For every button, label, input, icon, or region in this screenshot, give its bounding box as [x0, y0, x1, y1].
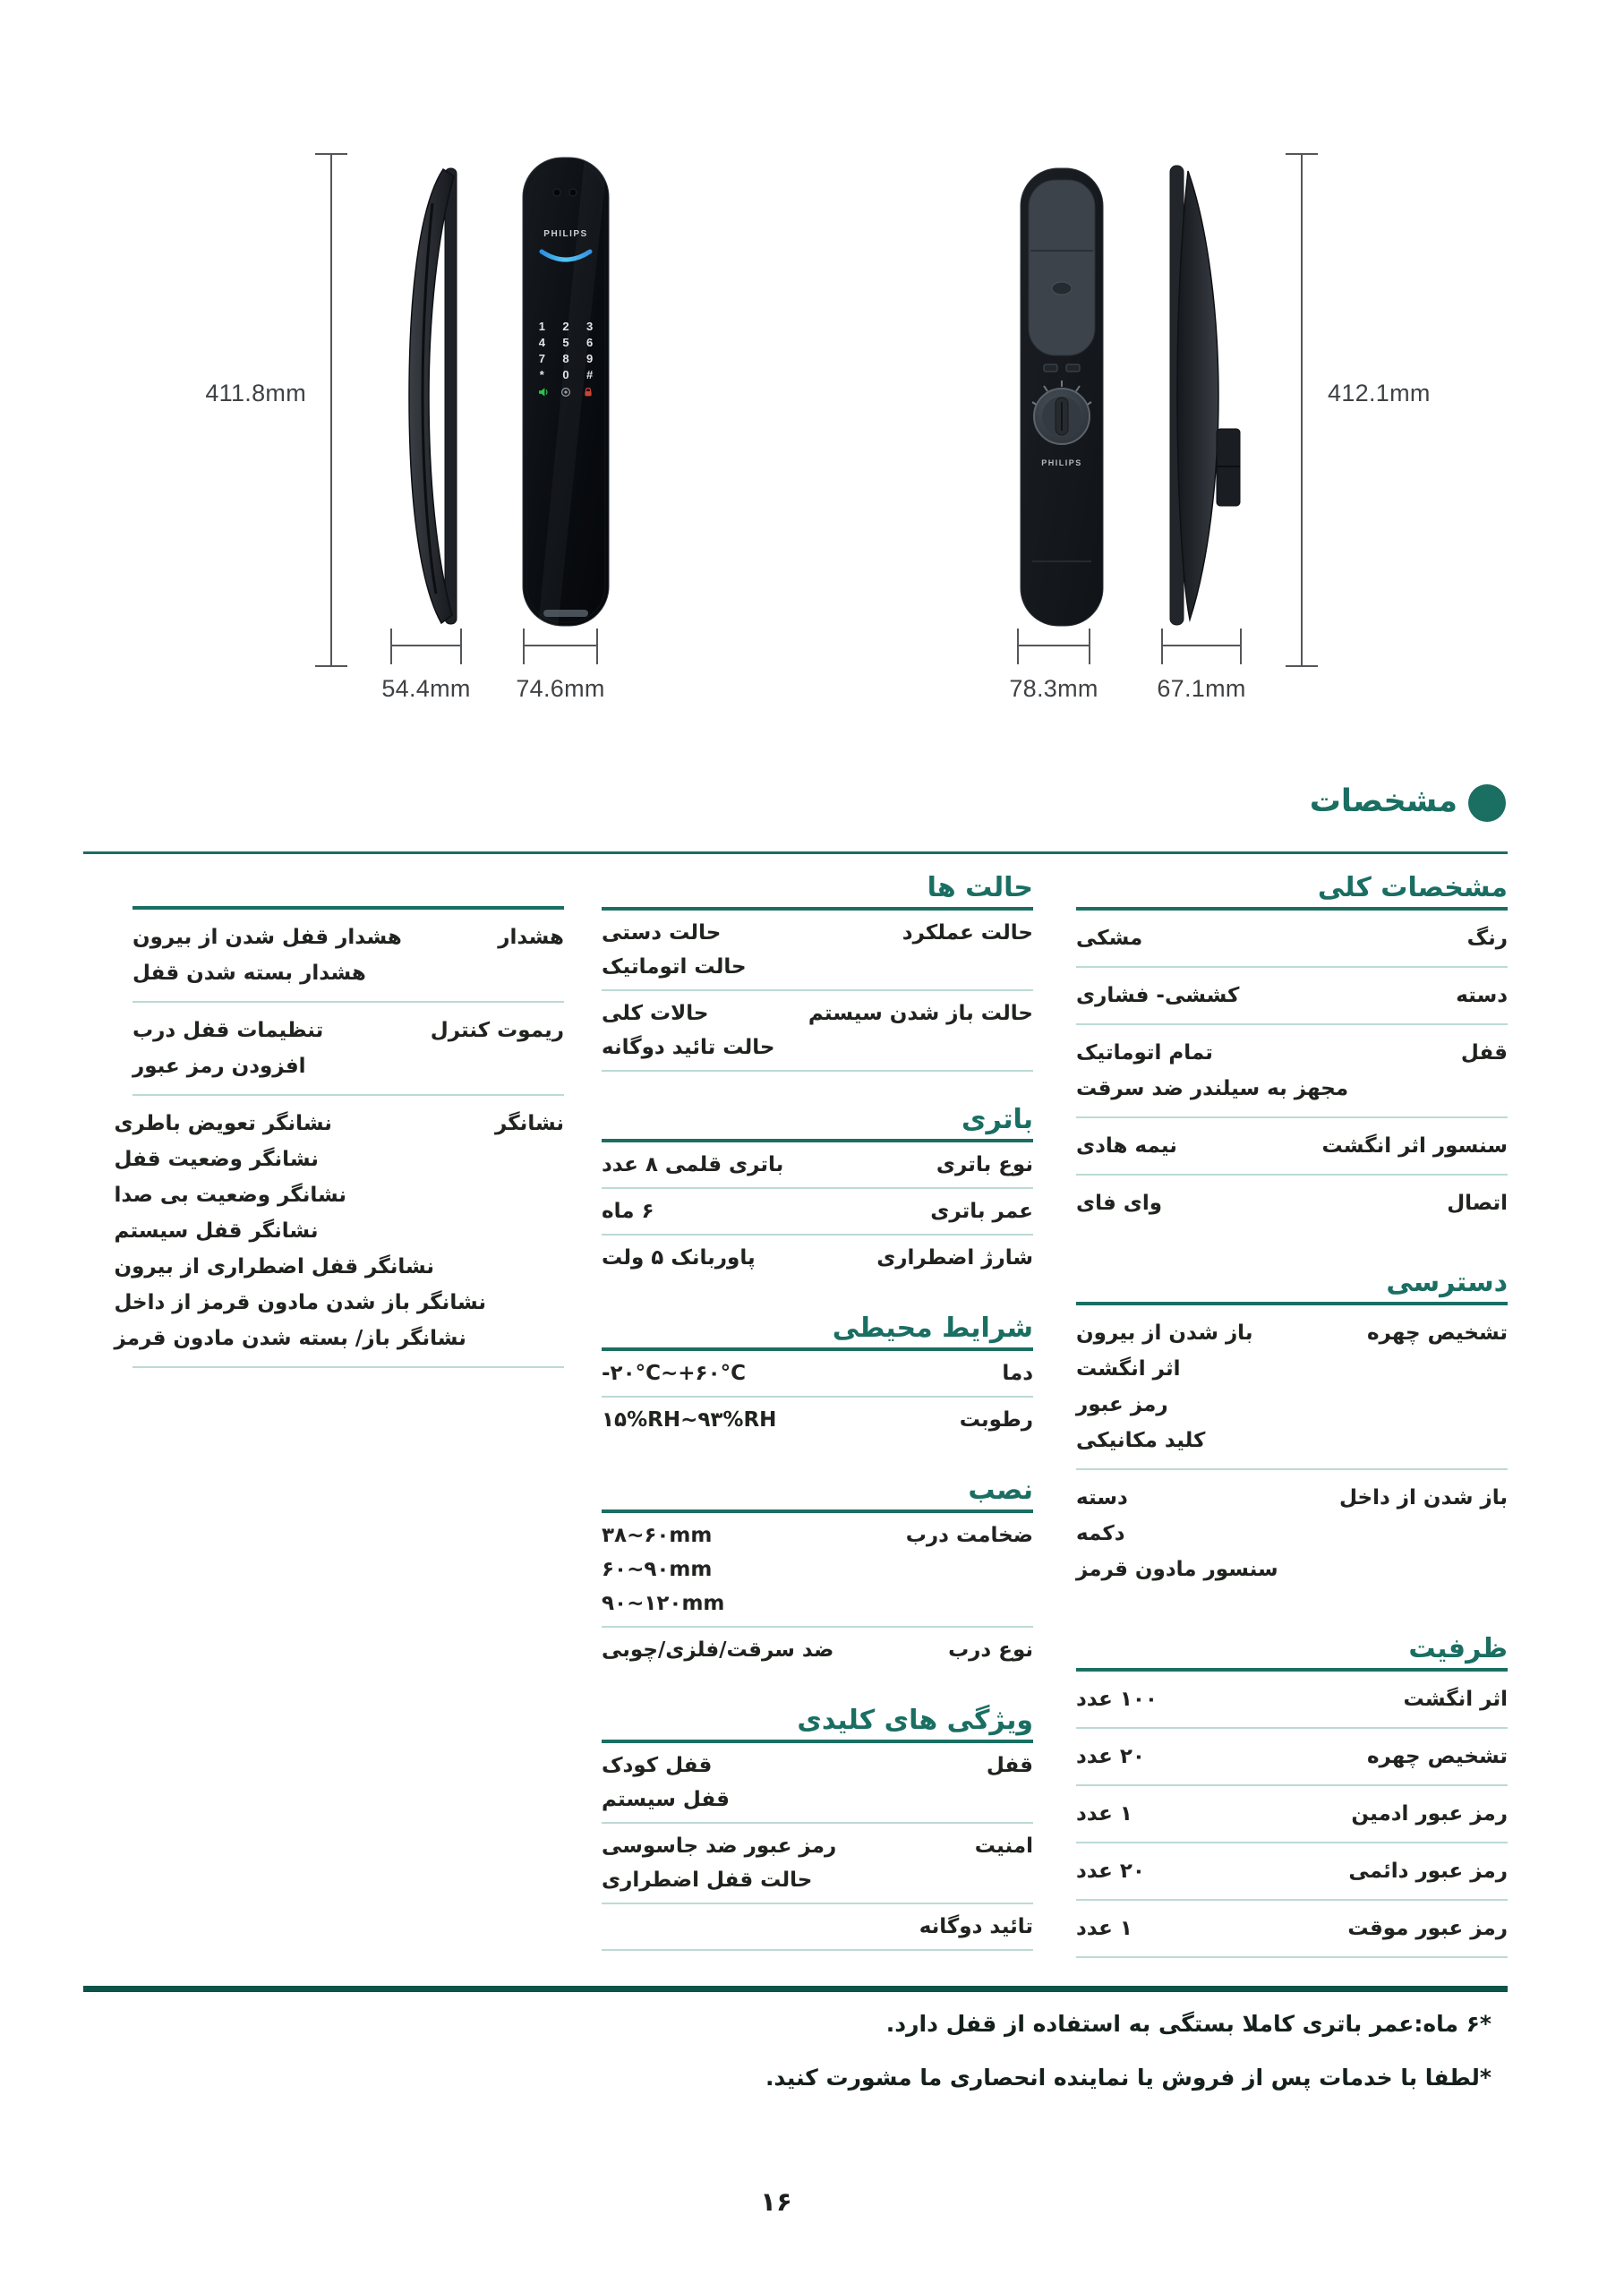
spec-value: سنسور مادون قرمز [1076, 1558, 1278, 1581]
spec-value: قفل کودک [602, 1754, 713, 1777]
spec-value: نشانگر وضعیت بی صدا [114, 1184, 347, 1207]
section-title: دسترسی [1076, 1267, 1508, 1305]
dimension-label-height-right: 412.1mm [1328, 380, 1431, 406]
spec-value: ۳۸~۶۰mm [602, 1524, 713, 1547]
brand-wordmark-back: PHILIPS [1041, 458, 1082, 467]
footer-rule [83, 1986, 1508, 1992]
keypad-key: 0 [562, 368, 569, 381]
spec-values [1076, 1911, 1338, 1946]
section-title: باتری [602, 1104, 1033, 1142]
dimension-line [390, 645, 462, 646]
section-title: ظرفیت [1076, 1633, 1508, 1672]
section-title: شرایط محیطی [602, 1313, 1033, 1351]
section-title: حالت ها [602, 872, 1033, 911]
section-capacity [1076, 1633, 1508, 1958]
dimension-cap [1286, 665, 1318, 667]
spec-value: وای فای [1076, 1192, 1163, 1215]
speaker-icon [538, 387, 549, 398]
spec-value: باتری قلمی ۸ عدد [602, 1153, 784, 1176]
spec-values [602, 1518, 897, 1621]
spec-label: عمر باتری [930, 1200, 1033, 1223]
spec-values [114, 1106, 486, 1356]
keypad-key: 6 [586, 336, 594, 349]
spec-value: نشانگر باز شدن مادون قرمز از داخل [114, 1291, 486, 1314]
spec-values [1076, 1739, 1358, 1775]
dimension-tick [460, 629, 462, 664]
spec-label: دما [1002, 1362, 1033, 1385]
spec-row [602, 1351, 1033, 1396]
dimension-line-vertical-left [330, 154, 332, 667]
spec-value: ۶۰~۹۰mm [602, 1558, 713, 1581]
section-battery [602, 1104, 1033, 1280]
spec-value: دسته [1076, 1486, 1128, 1509]
spec-label: تائید دوگانه [919, 1915, 1033, 1938]
spec-values [1076, 1185, 1438, 1221]
dimension-cap [1286, 153, 1318, 155]
keypad-key: # [586, 368, 594, 381]
spec-value: ۹۰~۱۲۰mm [602, 1592, 725, 1615]
spec-value: نشانگر قفل سیستم [114, 1219, 319, 1243]
section-title: ویژگی های کلیدی [602, 1705, 1033, 1743]
spec-row [602, 991, 1033, 1070]
spec-value: قفل سیستم [602, 1788, 730, 1811]
keypad-key: 9 [586, 352, 594, 365]
spec-row [602, 1398, 1033, 1442]
spec-label: باز شدن از داخل [1339, 1486, 1508, 1509]
spec-values [1076, 978, 1447, 1013]
spec-label: تشخیص چهره [1366, 1321, 1508, 1345]
keypad-key: * [539, 368, 544, 381]
brand-wordmark-front: PHILIPS [543, 229, 588, 239]
dimension-tick [390, 629, 392, 664]
spec-row [602, 911, 1033, 989]
section-general [1076, 872, 1508, 1231]
spec-value: حالت تائید دوگانه [602, 1036, 775, 1059]
section-installation [602, 1475, 1033, 1672]
section-title: نصب [602, 1475, 1033, 1513]
spec-value: اثر انگشت [1076, 1357, 1181, 1381]
spec-row [602, 1743, 1033, 1822]
spec-row [1076, 1843, 1508, 1899]
dimension-label-side2-width: 67.1mm [1157, 675, 1246, 702]
spec-values [1076, 1853, 1339, 1889]
dimension-cap [315, 665, 347, 667]
section-access [1076, 1267, 1508, 1597]
dimension-label-front-width: 74.6mm [516, 675, 605, 702]
spec-value: ۱ عدد [1076, 1917, 1133, 1940]
section-environment [602, 1313, 1033, 1442]
spec-value: کلید مکانیکی [1076, 1429, 1206, 1452]
keypad-key: 8 [562, 352, 569, 365]
spec-value: مجهز به سیلندر ضد سرقت [1076, 1077, 1349, 1100]
spec-value: کششی- فشاری [1076, 984, 1240, 1007]
spec-label: رطوبت [959, 1408, 1033, 1432]
spec-value: ۱ عدد [1076, 1802, 1133, 1826]
spec-value: ضد سرقت/فلزی/چوبی [602, 1638, 834, 1662]
spec-value: رمز عبور [1076, 1393, 1168, 1416]
dimension-tick [596, 629, 598, 664]
spec-values [1076, 920, 1458, 956]
spec-label: نشانگر [495, 1112, 564, 1135]
lock-alarm-icon [583, 387, 594, 398]
spec-values [602, 1194, 921, 1228]
spec-label: تشخیص چهره [1366, 1745, 1508, 1768]
spec-values [602, 1633, 939, 1667]
dimension-label-back-width: 78.3mm [1009, 675, 1098, 702]
spec-label: رمز عبور ادمین [1351, 1802, 1508, 1826]
header-rule [83, 851, 1508, 854]
keypad-key: 1 [538, 320, 545, 333]
spec-values [1076, 1480, 1330, 1587]
spec-row [1076, 1305, 1508, 1468]
spec-value: هشدار بسته شدن قفل [132, 962, 366, 985]
spec-label: ریموت کنترل [430, 1019, 564, 1042]
column-general [1076, 872, 1508, 1958]
column-indicators [114, 906, 564, 1368]
spec-row [602, 1824, 1033, 1903]
spec-values [602, 1148, 927, 1182]
spec-values [602, 996, 799, 1065]
row-divider [132, 1366, 564, 1368]
spec-value: نشانگر باز/ بسته شدن مادون قرمز [114, 1327, 466, 1350]
spec-row [132, 910, 564, 1001]
spec-row [1076, 1901, 1508, 1956]
spec-value: نشانگر وضعیت قفل [114, 1148, 319, 1171]
spec-row [1076, 1025, 1508, 1116]
dimension-line [1161, 645, 1242, 646]
front-panel-icons [530, 386, 602, 398]
spec-row [602, 1189, 1033, 1234]
lock-side-view-image [391, 166, 463, 627]
spec-values [602, 1829, 966, 1897]
keypad-key: 2 [562, 320, 569, 333]
spec-row [602, 1513, 1033, 1626]
spec-row [1076, 968, 1508, 1023]
footnote-battery: *۶ ماه:عمر باتری کاملا بستگی به استفاده از قفل دارد. [885, 2011, 1492, 2037]
spec-label: دسته [1456, 984, 1508, 1007]
spec-label: نوع باتری [936, 1153, 1033, 1176]
dimension-line-vertical-right [1301, 154, 1303, 667]
row-divider [1076, 1956, 1508, 1958]
spec-value: حالات کلی [602, 1002, 709, 1025]
spec-values [1076, 1681, 1395, 1717]
spec-label: قفل [986, 1754, 1033, 1777]
spec-value: -۲۰°C~+۶۰°C [602, 1362, 746, 1385]
spec-label: شارژ اضطراری [876, 1246, 1033, 1270]
page-number: ۱۶ [760, 2186, 792, 2217]
dimension-tick [523, 629, 525, 664]
dimension-label-side-width: 54.4mm [381, 675, 471, 702]
spec-value: نشانگر قفل اضطراری از بیرون [114, 1255, 435, 1279]
spec-row [1076, 1672, 1508, 1727]
section-bullet-icon [1468, 784, 1506, 822]
spec-values [602, 1356, 993, 1390]
spec-row [602, 1904, 1033, 1949]
spec-value: افزودن رمز عبور [132, 1055, 306, 1078]
spec-label: حالت باز شدن سیستم [808, 1002, 1033, 1025]
spec-value: حالت دستی [602, 921, 722, 945]
spec-row [132, 1003, 564, 1094]
spec-value: تنظیمات قفل درب [132, 1019, 324, 1042]
spec-value: ۱۰۰ عدد [1076, 1688, 1158, 1711]
spec-value: ۲۰ عدد [1076, 1745, 1145, 1768]
spec-values [602, 1241, 868, 1275]
spec-values [1076, 1796, 1342, 1832]
keypad-key: 4 [538, 336, 545, 349]
spec-row [1076, 911, 1508, 966]
spec-row [1076, 1729, 1508, 1784]
spec-row [602, 1236, 1033, 1280]
spec-value: ۶ ماه [602, 1200, 654, 1223]
spec-value: حالت قفل اضطراری [602, 1869, 813, 1892]
spec-value: ۱۵%RH~۹۳%RH [602, 1408, 777, 1432]
spec-value: نیمه هادی [1076, 1134, 1177, 1158]
spec-label: هشدار [498, 926, 564, 949]
spec-label: اتصال [1447, 1192, 1508, 1215]
column-modes [602, 872, 1033, 1951]
spec-value: هشدار قفل شدن از بیرون [132, 926, 402, 949]
section-title: مشخصات کلی [1076, 872, 1508, 911]
spec-row [1076, 1118, 1508, 1174]
dimension-tick [1240, 629, 1242, 664]
spec-row [1076, 1786, 1508, 1842]
spec-row [602, 1628, 1033, 1672]
section-indicators [114, 910, 564, 1368]
spec-values [602, 916, 893, 984]
spec-value: رمز عبور ضد جاسوسی [602, 1834, 837, 1858]
spec-value: تمام اتوماتیک [1076, 1041, 1213, 1065]
spec-label: ضخامت درب [905, 1524, 1033, 1547]
spec-row [1076, 1176, 1508, 1231]
section-modes [602, 872, 1033, 1072]
spec-value: مشکی [1076, 927, 1143, 950]
spec-value: دکمه [1076, 1522, 1125, 1545]
dimension-line [523, 645, 598, 646]
spec-value: حالت اتوماتیک [602, 955, 747, 979]
spec-values [602, 1403, 951, 1437]
dimension-tick [1089, 629, 1090, 664]
keypad-key: 3 [586, 320, 594, 333]
spec-values [1076, 1035, 1452, 1107]
spec-values [132, 1013, 422, 1084]
spec-value: باز شدن از بیرون [1076, 1321, 1253, 1345]
lock-back-view-image [1020, 167, 1104, 627]
spec-values [1076, 1128, 1312, 1164]
section-key-features [602, 1705, 1033, 1951]
keypad-key: 7 [538, 352, 545, 365]
spec-values [132, 919, 489, 991]
spec-label: رمز عبور موقت [1347, 1917, 1508, 1940]
spec-row [1076, 1470, 1508, 1597]
row-divider [602, 1949, 1033, 1951]
spec-value: نشانگر تعویض باطری [114, 1112, 332, 1135]
spec-label: حالت عملکرد [902, 921, 1033, 945]
row-divider [602, 1070, 1033, 1072]
spec-label: رنگ [1466, 927, 1508, 950]
spec-value: پاوربانک ۵ ولت [602, 1246, 756, 1270]
lock-side-view-2-image [1165, 164, 1256, 627]
spec-label: قفل [1460, 1041, 1508, 1065]
dimension-tick [1017, 629, 1019, 664]
dimension-cap [315, 153, 347, 155]
dimension-line [1017, 645, 1090, 646]
footnote-service: *لطفا با خدمات پس از فروش یا نماینده انحصاری ما مشورت کنید. [765, 2065, 1492, 2091]
dimension-label-height-left: 411.8mm [205, 380, 306, 406]
page-title: مشخصات [1309, 783, 1457, 819]
spec-label: امنیت [974, 1834, 1033, 1858]
dimension-tick [1161, 629, 1163, 664]
spec-row [114, 1096, 564, 1366]
spec-label: نوع درب [948, 1638, 1033, 1662]
keypad-key: 5 [562, 336, 569, 349]
spec-values [1076, 1315, 1358, 1458]
spec-label: رمز عبور دائمی [1348, 1860, 1508, 1883]
spec-label: سنسور اثر انگشت [1321, 1134, 1508, 1158]
spec-value: ۲۰ عدد [1076, 1860, 1145, 1883]
fingerprint-icon [560, 387, 571, 398]
spec-values [602, 1749, 978, 1817]
spec-row [602, 1142, 1033, 1187]
spec-label: اثر انگشت [1403, 1688, 1508, 1711]
keypad [530, 321, 602, 381]
